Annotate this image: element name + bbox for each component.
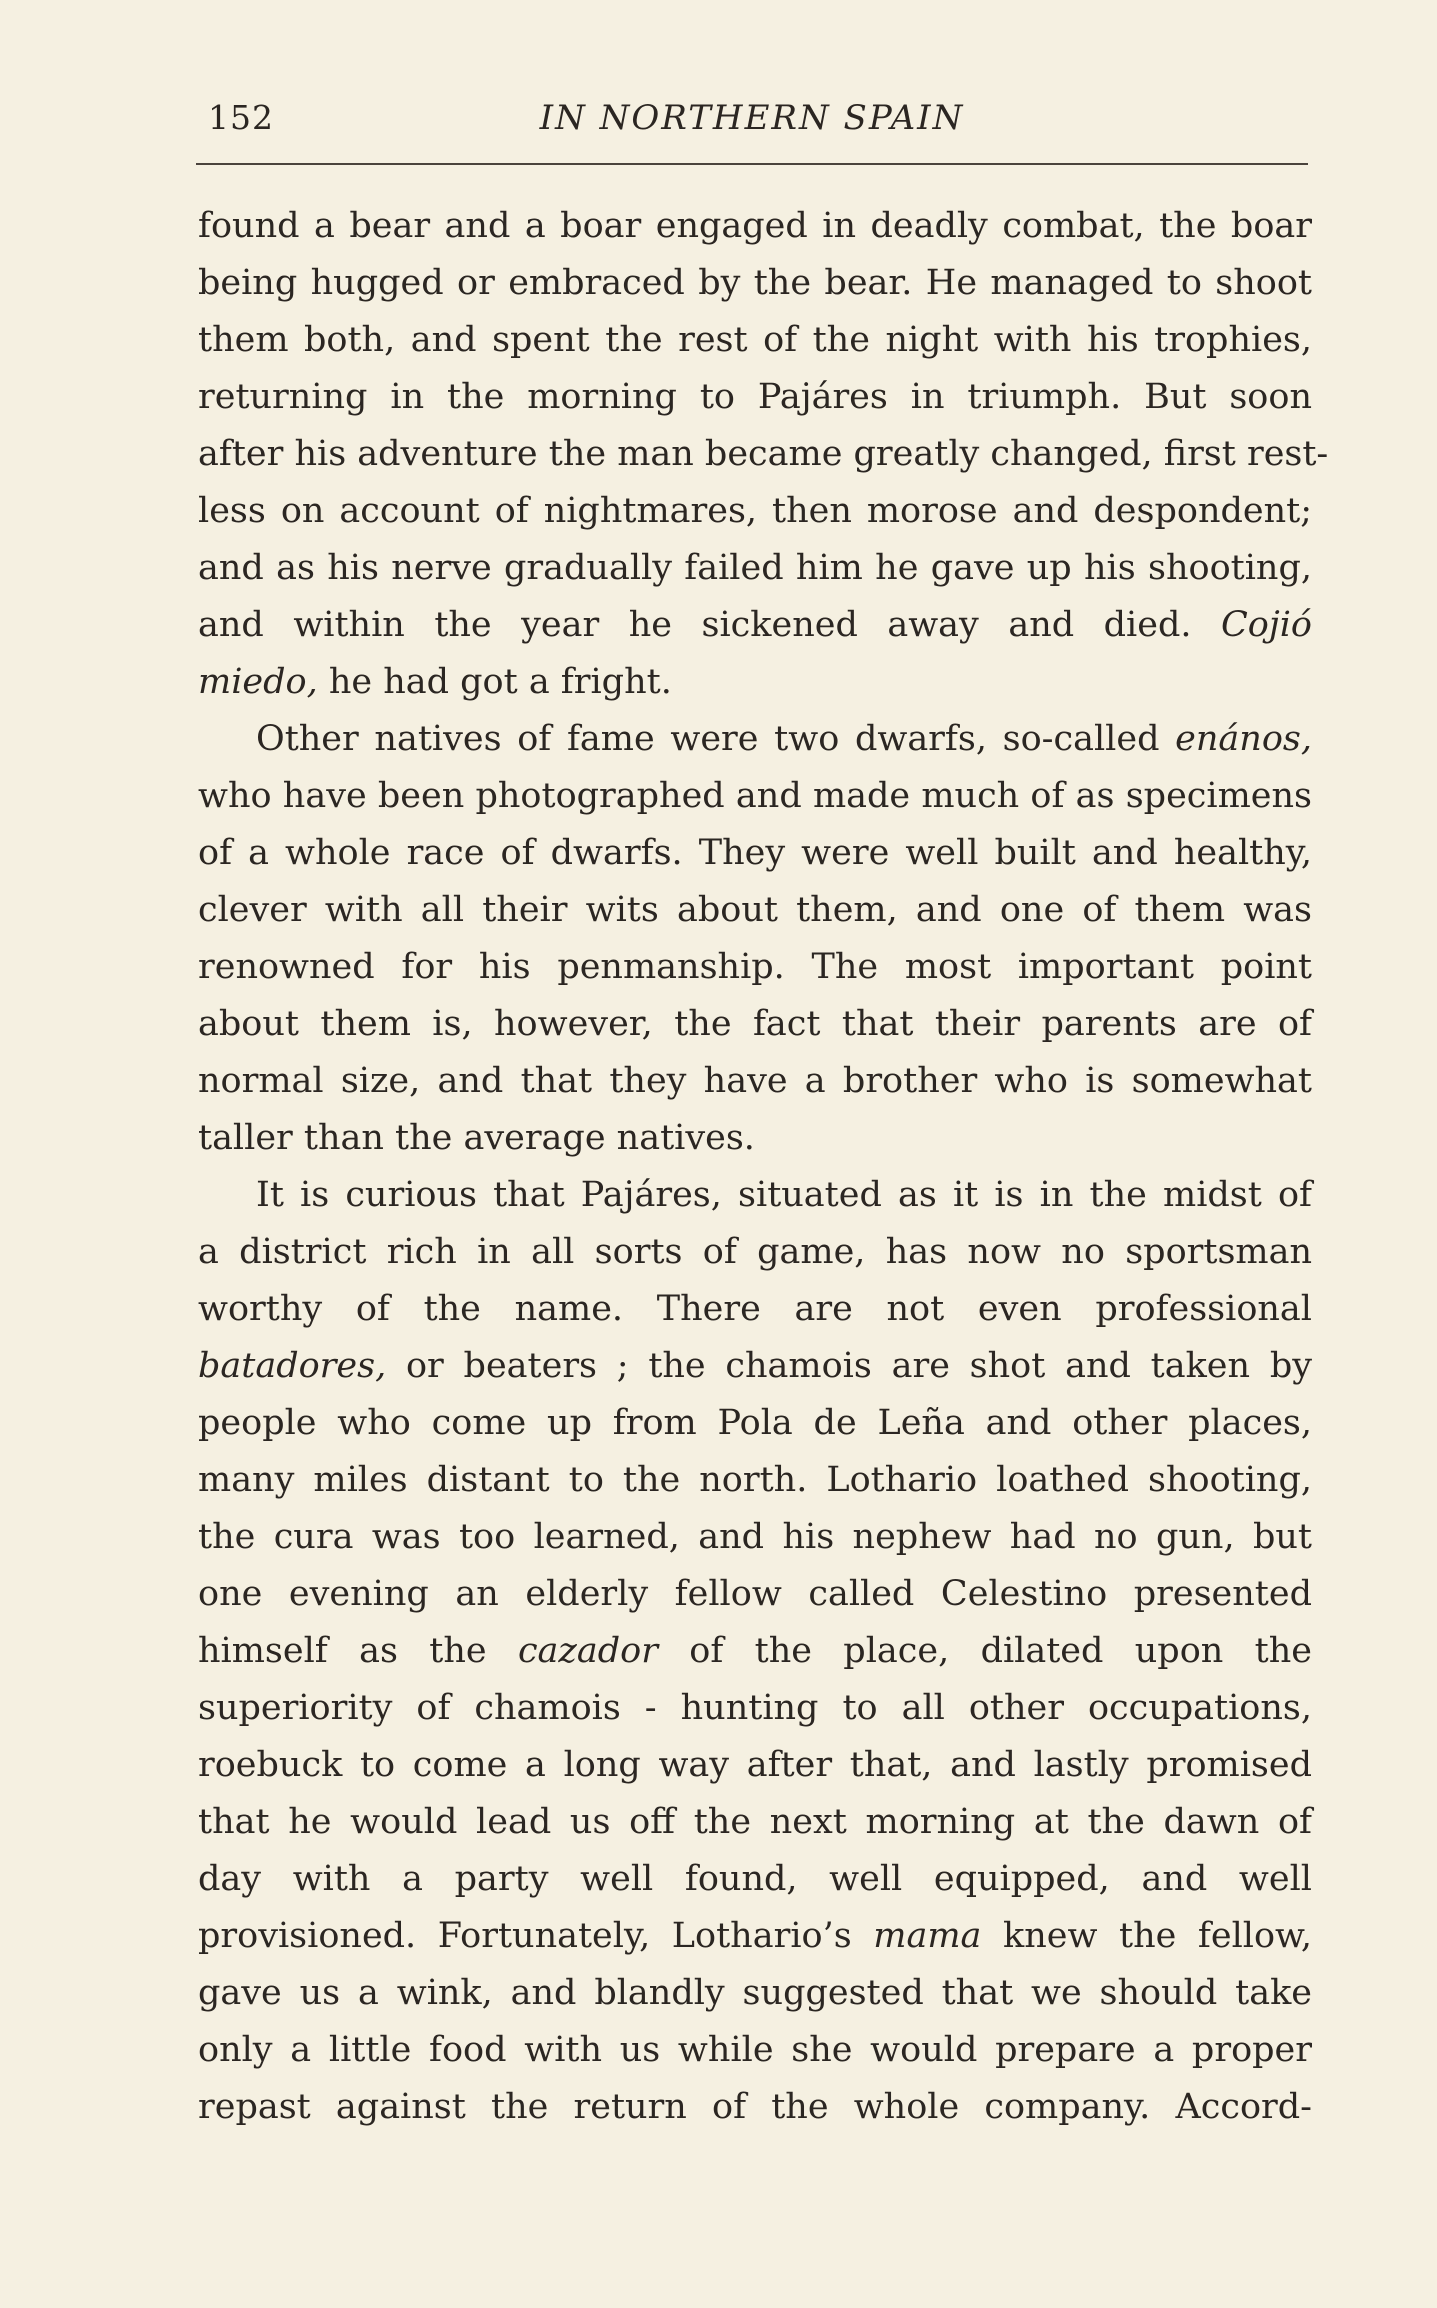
text-segment: after his adventure the man became greatly changed, first rest- [198,434,1329,474]
text-segment: he had got a fright. [317,662,672,702]
text-segment: returning in the morning to Pajáres in triumph. But soon [198,377,1312,417]
text-segment: and as his nerve gradually failed him he gave up his shooting, [198,548,1312,588]
italic-text: batadores, [198,1346,387,1386]
text-segment: found a bear and a boar engaged in deadly combat, the boar [198,206,1312,246]
text-segment: day with a party well found, well equipped, and well [198,1859,1312,1899]
text-line [198,939,1312,996]
text-line [198,1737,1312,1794]
text-line [198,426,1329,483]
text-line [198,1908,1312,1965]
text-segment: knew the fellow, [981,1916,1312,1956]
text-line [198,2079,1312,2136]
text-line [198,1110,1312,1167]
italic-text: cazador [517,1631,658,1671]
text-segment: and within the year he sickened away and died. [198,605,1222,645]
text-segment: roebuck to come a long way after that, and lastly promised [198,1745,1312,1785]
text-line [198,1509,1312,1566]
italic-text: enános, [1175,719,1312,759]
text-segment: repast against the return of the whole company. Accord- [198,2087,1312,2127]
text-line [198,255,1312,312]
text-segment: being hugged or embraced by the bear. He managed to shoot [198,263,1312,303]
text-line [198,825,1312,882]
text-line [198,1965,1312,2022]
text-segment: many miles distant to the north. Lothario loathed shooting, [198,1460,1312,1500]
text-segment: about them is, however, the fact that their parents are of [198,1004,1312,1044]
header-rule [196,163,1308,165]
text-line [198,882,1312,939]
text-segment: worthy of the name. There are not even professional [198,1289,1312,1329]
text-segment: only a little food with us while she would prepare a proper [198,2030,1312,2070]
text-segment: the cura was too learned, and his nephew had no gun, but [198,1517,1312,1557]
text-segment: renowned for his penmanship. The most important point [198,947,1312,987]
text-line [198,312,1312,369]
text-line [198,597,1312,654]
text-line [198,711,1312,768]
text-segment: that he would lead us off the next morning at the dawn of [198,1802,1312,1842]
text-segment: who have been photographed and made much of as specimens [198,776,1312,816]
text-segment: people who come up from Pola de Leña and other places, [198,1403,1312,1443]
text-line [198,996,1312,1053]
text-line [198,1566,1312,1623]
body-text [198,198,1329,2136]
text-segment: one evening an elderly fellow called Celestino presented [198,1574,1312,1614]
text-segment: of the place, dilated upon the [657,1631,1312,1671]
running-title: IN NORTHERN SPAIN [539,98,965,138]
italic-text: miedo, [198,662,318,702]
text-segment: provisioned. Fortunately, Lothario’s [198,1916,874,1956]
text-line [198,1623,1312,1680]
text-line [198,1851,1312,1908]
italic-text: Cojió [1221,605,1312,645]
italic-text: mama [873,1916,982,1956]
text-line [198,369,1312,426]
page-number: 152 [208,98,274,137]
text-line [198,483,1312,540]
text-segment: Other natives of fame were two dwarfs, so-called [256,719,1176,759]
text-segment: gave us a wink, and blandly suggested that we should take [198,1973,1312,2013]
text-segment: superiority of chamois - hunting to all other occupations, [198,1688,1312,1728]
text-line [198,768,1312,825]
text-segment: a district rich in all sorts of game, has now no sportsman [198,1232,1312,1272]
text-line [198,1680,1312,1737]
text-line [198,1452,1312,1509]
text-line [198,1167,1312,1224]
text-segment: himself as the [198,1631,518,1671]
text-line [198,1338,1312,1395]
text-line [198,1053,1312,1110]
text-segment: of a whole race of dwarfs. They were well built and healthy, [198,833,1312,873]
text-segment: less on account of nightmares, then morose and despondent; [198,491,1312,531]
page-header [196,92,1308,144]
text-line [198,540,1312,597]
text-line [198,654,1312,711]
text-line [198,1224,1312,1281]
text-segment: them both, and spent the rest of the night with his trophies, [198,320,1312,360]
text-line [198,1395,1312,1452]
text-line [198,1794,1312,1851]
text-segment: or beaters ; the chamois are shot and taken by [386,1346,1312,1386]
text-line [198,198,1312,255]
text-segment: It is curious that Pajáres, situated as it is in the midst of [256,1175,1312,1215]
text-segment: taller than the average natives. [198,1118,755,1158]
text-segment: normal size, and that they have a brother who is somewhat [198,1061,1312,1101]
text-line [198,1281,1312,1338]
text-segment: clever with all their wits about them, and one of them was [198,890,1312,930]
text-line [198,2022,1312,2079]
